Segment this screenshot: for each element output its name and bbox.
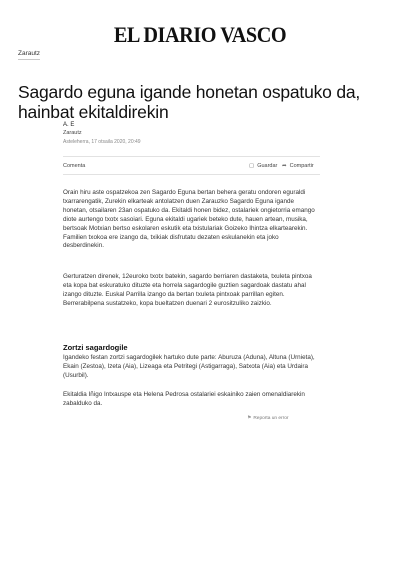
article-paragraph: Orain hiru aste ospatzekoa zen Sagardo Eguna bertan behera geratu ondoren eguraldi txarrarengatik, Zurekin elkarteak antolatzen duen Zarauzko Sagardo Eguna igande honetan, otsailaren 23an ospatuko da. Ekitaldi honen bidez, ostalariek ongietorria emango diote aurtengo txotx sasoiari. Eguna ekitaldi ugariek beteko dute, hauen artean, musika, bertsoak Motxian bertso eskolaren eskutik eta txistulariak Goizeko Ihintza elkartearekin. Familien txokoa ere izango da, txikiak disfrutatu dezaten eskulanekin eta joko desberdinekin. [63, 189, 315, 250]
article-paragraph: Igandeko festan zortzi sagardogilek hartuko dute parte: Aburuza (Aduna), Altuna (Urnieta), Ekain (Zestoa), Izeta (Aia), Lizeaga eta Petritegi (Astigarraga), Satxota (Aia) eta Urdaira (Usurbil). [63, 354, 315, 379]
article-paragraph: Gerturatzen direnek, 12euroko txotx batekin, sagardo berriaren dastaketa, txuleta pintxoa eta kopa bat eskuratuko dituzte eta horrela sagardogile guztien sagardoak dastatu ahal izango dituzte. Euskal Parrilla izango da bertan txuleta pintxoak parrillan egiten. Berrerabilpena sustatzeko, kopa bueltatzen duenari 2 eurositzuliko zaizkio. [63, 273, 312, 307]
share-label: Compartir [289, 163, 314, 169]
comment-button[interactable]: Comenta [63, 163, 86, 169]
toolbar-divider-bottom [63, 174, 320, 175]
save-button[interactable] [249, 163, 277, 169]
bookmark-icon: ▢ [249, 163, 255, 169]
section-link[interactable]: Zarautz [18, 50, 41, 57]
share-arrow-icon: ➦ [282, 163, 287, 169]
article-toolbar [63, 163, 320, 171]
masthead-logo[interactable]: EL DIARIO VASCO [113, 22, 287, 47]
section-divider [18, 59, 40, 60]
article-paragraph: Ekitaldia Iñigo Intxauspe eta Helena Pedrosa ostalariei eskainiko zaien omenaldiarekin zabalduko da. [63, 391, 305, 407]
article-subheading: Zortzi sagardogile [63, 343, 128, 352]
byline-place: Zarautz [63, 130, 82, 136]
report-error-label: Reporta un error [253, 416, 289, 421]
report-error-link[interactable] [247, 416, 289, 421]
publish-date: Asteleherra, 17 otsaila 2020, 20:49 [63, 139, 141, 145]
toolbar-divider-top [63, 156, 320, 157]
save-label: Guardar [257, 163, 278, 169]
article-headline: Sagardo eguna igande honetan ospatuko da, hainbat ekitaldirekin [18, 81, 361, 122]
share-button[interactable] [282, 163, 314, 169]
author-name[interactable]: A. E [63, 122, 75, 128]
flag-icon: ⚑ [247, 416, 252, 421]
